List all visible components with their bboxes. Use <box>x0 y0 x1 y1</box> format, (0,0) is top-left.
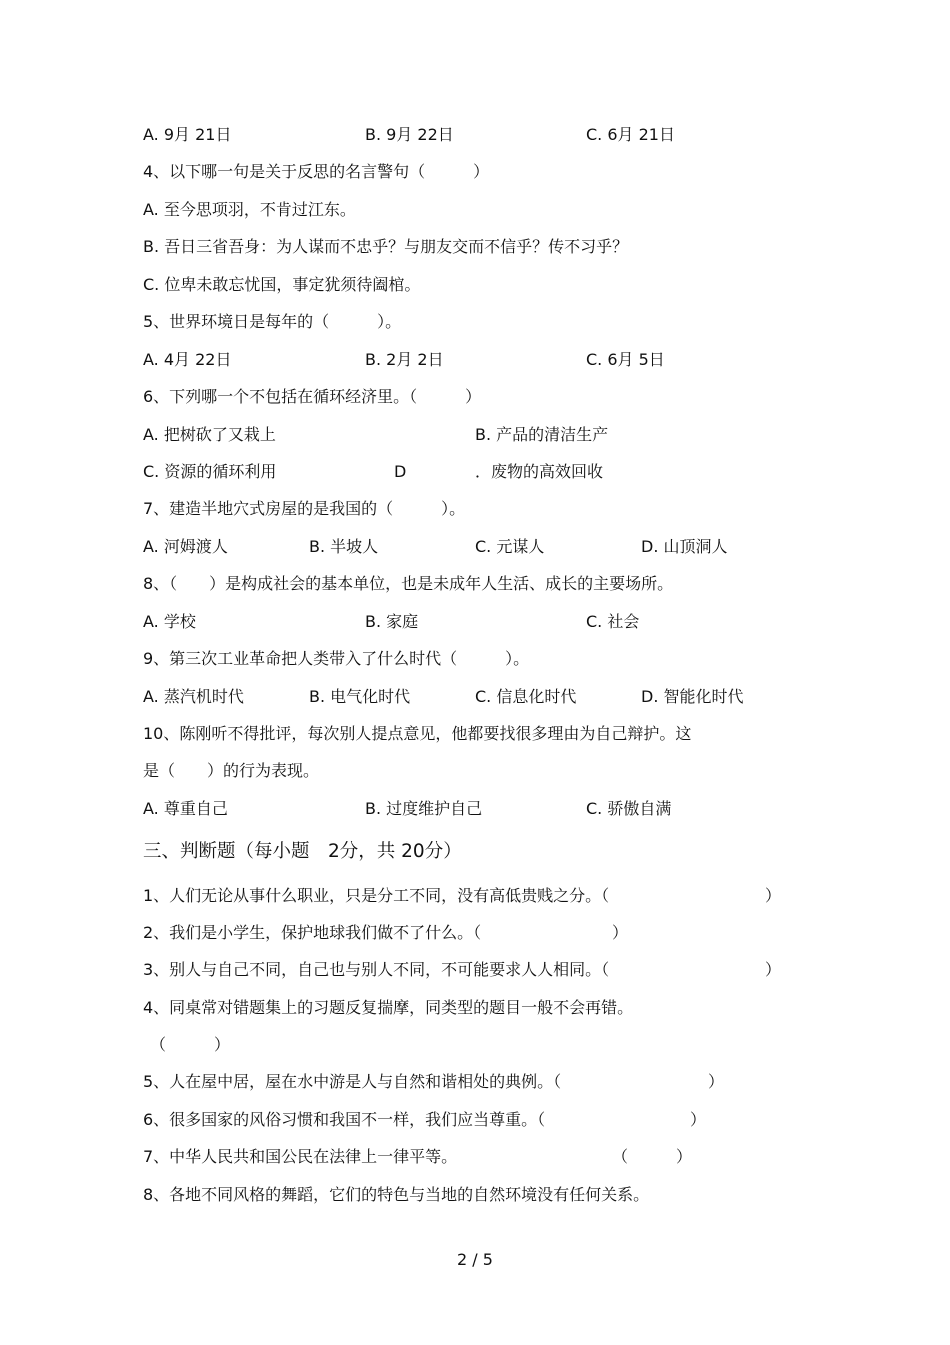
q10-stem-line1: 10、陈刚听不得批评，每次别人提点意见，他都要找很多理由为自己辩护。这 <box>143 724 692 743</box>
q6-option-a: A. 把树砍了又栽上 <box>143 425 276 444</box>
q4-option-b: B. 吾日三省吾身：为人谋而不忠乎？与朋友交而不信乎？传不习乎？ <box>143 237 629 256</box>
tf-item-6-close: ） <box>690 1110 707 1129</box>
q8-option-c: C. 社会 <box>586 612 640 631</box>
tf-item-5: 5、人在屋中居，屋在水中游是人与自然和谐相处的典例。（ <box>143 1072 562 1091</box>
q3-option-b: B. 9月 22日 <box>365 125 454 144</box>
q6-option-c: C. 资源的循环利用 <box>143 462 277 481</box>
tf-item-2: 2、我们是小学生，保护地球我们做不了什么。（ <box>143 923 482 942</box>
section3-title: 三、判断题（每小题 2分，共 20分） <box>143 841 462 862</box>
q6-option-d-letter: D <box>394 462 407 481</box>
tf-item-6: 6、很多国家的风俗习惯和我国不一样，我们应当尊重。（ <box>143 1110 546 1129</box>
q10-stem-line2: 是（ ）的行为表现。 <box>143 761 320 780</box>
tf-item-1: 1、人们无论从事什么职业，只是分工不同，没有高低贵贱之分。（ <box>143 886 610 905</box>
q9-option-d: D. 智能化时代 <box>641 687 744 706</box>
q6-option-b: B. 产品的清洁生产 <box>475 425 609 444</box>
q8-option-b: B. 家庭 <box>365 612 419 631</box>
q9-option-a: A. 蒸汽机时代 <box>143 687 244 706</box>
q9-stem: 9、第三次工业革命把人类带入了什么时代（ ）。 <box>143 649 530 668</box>
q6-stem: 6、下列哪一个不包括在循环经济里。（ ） <box>143 387 482 406</box>
tf-item-1-close: ） <box>765 886 782 905</box>
q7-option-b: B. 半坡人 <box>309 537 379 556</box>
q4-option-a: A. 至今思项羽，不肯过江东。 <box>143 200 356 219</box>
q9-option-b: B. 电气化时代 <box>309 687 411 706</box>
q10-option-b: B. 过度维护自己 <box>365 799 483 818</box>
q9-option-c: C. 信息化时代 <box>475 687 577 706</box>
q4-stem: 4、以下哪一句是关于反思的名言警句（ ） <box>143 162 490 181</box>
q8-option-a: A. 学校 <box>143 612 196 631</box>
q4-option-c: C. 位卑未敢忘忧国，事定犹须待阖棺。 <box>143 275 421 294</box>
q5-option-a: A. 4月 22日 <box>143 350 232 369</box>
q5-option-b: B. 2月 2日 <box>365 350 444 369</box>
tf-item-3: 3、别人与自己不同，自己也与别人不同，不可能要求人人相同。（ <box>143 960 610 979</box>
tf-item-7: 7、中华人民共和国公民在法律上一律平等。 <box>143 1147 458 1166</box>
tf-item-4-blank: （ ） <box>150 1035 231 1054</box>
q7-option-d: D. 山顶洞人 <box>641 537 728 556</box>
q10-option-a: A. 尊重自己 <box>143 799 228 818</box>
tf-item-2-close: ） <box>612 923 629 942</box>
q3-option-a: A. 9月 21日 <box>143 125 232 144</box>
q7-stem: 7、建造半地穴式房屋的是我国的（ ）。 <box>143 499 466 518</box>
q8-stem: 8、（ ）是构成社会的基本单位，也是未成年人生活、成长的主要场所。 <box>143 574 674 593</box>
q5-option-c: C. 6月 5日 <box>586 350 665 369</box>
q7-option-c: C. 元谋人 <box>475 537 545 556</box>
page-number: 2 / 5 <box>457 1250 493 1269</box>
tf-item-4: 4、同桌常对错题集上的习题反复揣摩，同类型的题目一般不会再错。 <box>143 998 634 1017</box>
tf-item-3-close: ） <box>765 960 782 979</box>
q7-option-a: A. 河姆渡人 <box>143 537 228 556</box>
tf-item-5-close: ） <box>708 1072 725 1091</box>
tf-item-8: 8、各地不同风格的舞蹈，它们的特色与当地的自然环境没有任何关系。 <box>143 1185 650 1204</box>
q3-option-c: C. 6月 21日 <box>586 125 675 144</box>
q10-option-c: C. 骄傲自满 <box>586 799 672 818</box>
tf-item-7-blank: （ ） <box>612 1147 693 1166</box>
q5-stem: 5、世界环境日是每年的（ ）。 <box>143 312 402 331</box>
q6-option-d-text: ．废物的高效回收 <box>475 462 604 481</box>
